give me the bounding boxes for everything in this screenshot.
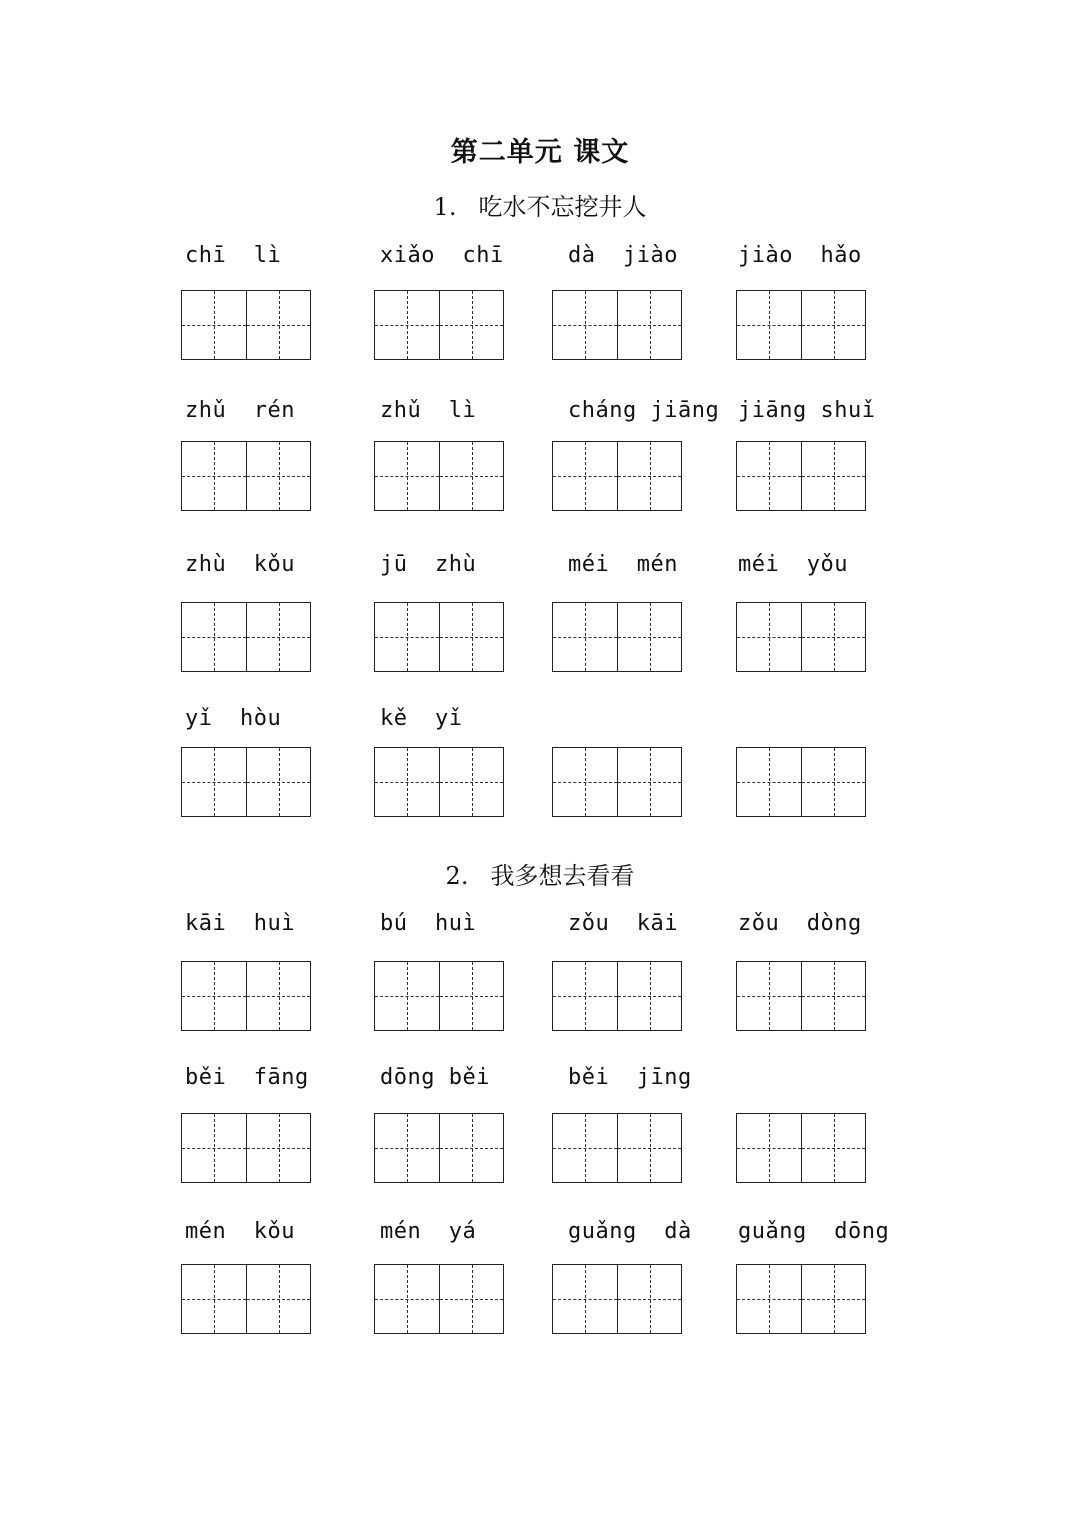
tianzige-grid[interactable] <box>181 602 311 672</box>
guide-line-vertical <box>214 1114 215 1182</box>
pinyin-label: guǎng dà <box>568 1219 692 1244</box>
lesson-2-heading <box>0 856 1080 891</box>
guide-line-vertical <box>650 1265 651 1333</box>
guide-line-vertical <box>834 1265 835 1333</box>
writing-cell[interactable] <box>737 1114 801 1182</box>
pinyin-label: xiǎo chī <box>380 243 504 268</box>
tianzige-grid[interactable] <box>374 747 504 817</box>
writing-cell[interactable] <box>246 442 310 510</box>
lesson-title: 吃水不忘挖井人 <box>478 193 647 221</box>
writing-cell[interactable] <box>617 1114 681 1182</box>
pinyin-label: guǎng dōng <box>738 1219 890 1244</box>
guide-line-vertical <box>585 603 586 671</box>
tianzige-grid[interactable] <box>736 747 866 817</box>
tianzige-grid[interactable] <box>374 602 504 672</box>
writing-cell[interactable] <box>801 442 865 510</box>
writing-cell[interactable] <box>375 603 439 671</box>
guide-line-vertical <box>834 291 835 359</box>
writing-cell[interactable] <box>737 748 801 816</box>
pinyin-label: mén kǒu <box>185 1219 295 1244</box>
writing-cell[interactable] <box>553 1265 617 1333</box>
guide-line-vertical <box>472 603 473 671</box>
tianzige-grid[interactable] <box>181 961 311 1031</box>
writing-cell[interactable] <box>617 603 681 671</box>
lesson-number: 2. <box>445 862 469 890</box>
guide-line-vertical <box>650 442 651 510</box>
guide-line-vertical <box>585 442 586 510</box>
guide-line-vertical <box>769 1265 770 1333</box>
guide-line-vertical <box>214 748 215 816</box>
page-title: 第二单元 课文 <box>450 137 630 168</box>
pinyin-label: zhù kǒu <box>185 552 295 577</box>
guide-line-vertical <box>769 442 770 510</box>
writing-cell[interactable] <box>246 1265 310 1333</box>
guide-line-vertical <box>585 1265 586 1333</box>
guide-line-vertical <box>650 962 651 1030</box>
tianzige-grid[interactable] <box>552 441 682 511</box>
writing-cell[interactable] <box>801 962 865 1030</box>
writing-cell[interactable] <box>801 1114 865 1182</box>
writing-cell[interactable] <box>737 291 801 359</box>
tianzige-grid[interactable] <box>736 961 866 1031</box>
writing-cell[interactable] <box>617 962 681 1030</box>
tianzige-grid[interactable] <box>736 602 866 672</box>
guide-line-vertical <box>407 1114 408 1182</box>
writing-cell[interactable] <box>375 1114 439 1182</box>
writing-cell[interactable] <box>439 1114 503 1182</box>
guide-line-vertical <box>407 962 408 1030</box>
pinyin-label: méi mén <box>568 552 678 577</box>
guide-line-vertical <box>834 748 835 816</box>
pinyin-label: chī lì <box>185 243 282 268</box>
guide-line-vertical <box>585 1114 586 1182</box>
tianzige-grid[interactable] <box>181 747 311 817</box>
writing-cell[interactable] <box>553 603 617 671</box>
guide-line-vertical <box>585 962 586 1030</box>
writing-cell[interactable] <box>617 1265 681 1333</box>
writing-cell[interactable] <box>617 748 681 816</box>
writing-cell[interactable] <box>553 1114 617 1182</box>
writing-cell[interactable] <box>375 291 439 359</box>
tianzige-grid[interactable] <box>736 1113 866 1183</box>
guide-line-vertical <box>472 1114 473 1182</box>
tianzige-grid[interactable] <box>181 441 311 511</box>
writing-cell[interactable] <box>182 748 246 816</box>
guide-line-vertical <box>407 442 408 510</box>
pinyin-label: jiāng shuǐ <box>738 398 876 423</box>
pinyin-label: kě yǐ <box>380 706 463 731</box>
guide-line-vertical <box>279 1114 280 1182</box>
guide-line-vertical <box>279 1265 280 1333</box>
tianzige-grid[interactable] <box>181 290 311 360</box>
tianzige-grid[interactable] <box>552 961 682 1031</box>
writing-cell[interactable] <box>182 962 246 1030</box>
guide-line-vertical <box>407 603 408 671</box>
writing-cell[interactable] <box>439 442 503 510</box>
pinyin-label: cháng jiāng <box>568 398 720 423</box>
writing-cell[interactable] <box>439 962 503 1030</box>
pinyin-label: zǒu dòng <box>738 911 862 936</box>
writing-cell[interactable] <box>182 603 246 671</box>
tianzige-grid[interactable] <box>552 747 682 817</box>
guide-line-vertical <box>214 962 215 1030</box>
guide-line-vertical <box>279 748 280 816</box>
writing-cell[interactable] <box>439 603 503 671</box>
guide-line-vertical <box>834 1114 835 1182</box>
writing-cell[interactable] <box>801 748 865 816</box>
writing-cell[interactable] <box>439 291 503 359</box>
guide-line-vertical <box>769 748 770 816</box>
pinyin-label: zǒu kāi <box>568 911 678 936</box>
guide-line-vertical <box>769 603 770 671</box>
writing-cell[interactable] <box>553 442 617 510</box>
writing-cell[interactable] <box>246 748 310 816</box>
writing-cell[interactable] <box>246 291 310 359</box>
guide-line-vertical <box>472 962 473 1030</box>
guide-line-vertical <box>472 1265 473 1333</box>
writing-cell[interactable] <box>182 442 246 510</box>
guide-line-vertical <box>585 291 586 359</box>
tianzige-grid[interactable] <box>552 602 682 672</box>
writing-cell[interactable] <box>617 291 681 359</box>
writing-cell[interactable] <box>801 603 865 671</box>
guide-line-vertical <box>650 603 651 671</box>
pinyin-label: běi jīng <box>568 1065 692 1090</box>
guide-line-vertical <box>279 962 280 1030</box>
tianzige-grid[interactable] <box>374 1264 504 1334</box>
pinyin-label: dà jiào <box>568 243 678 268</box>
writing-cell[interactable] <box>375 442 439 510</box>
writing-cell[interactable] <box>801 291 865 359</box>
lesson-number: 1. <box>433 193 457 221</box>
guide-line-vertical <box>407 1265 408 1333</box>
pinyin-label: zhǔ lì <box>380 398 477 423</box>
tianzige-grid[interactable] <box>736 1264 866 1334</box>
tianzige-grid[interactable] <box>552 290 682 360</box>
guide-line-vertical <box>769 291 770 359</box>
guide-line-vertical <box>214 603 215 671</box>
tianzige-grid[interactable] <box>552 1264 682 1334</box>
guide-line-vertical <box>585 748 586 816</box>
writing-cell[interactable] <box>439 748 503 816</box>
pinyin-label: dōng běi <box>380 1065 490 1090</box>
tianzige-grid[interactable] <box>374 441 504 511</box>
writing-cell[interactable] <box>246 1114 310 1182</box>
tianzige-grid[interactable] <box>374 961 504 1031</box>
guide-line-vertical <box>769 962 770 1030</box>
writing-cell[interactable] <box>182 1265 246 1333</box>
writing-cell[interactable] <box>375 1265 439 1333</box>
guide-line-vertical <box>472 442 473 510</box>
writing-cell[interactable] <box>182 291 246 359</box>
guide-line-vertical <box>407 291 408 359</box>
writing-cell[interactable] <box>737 962 801 1030</box>
pinyin-label: méi yǒu <box>738 552 848 577</box>
guide-line-vertical <box>834 962 835 1030</box>
writing-cell[interactable] <box>737 442 801 510</box>
pinyin-label: jū zhù <box>380 552 477 577</box>
guide-line-vertical <box>279 291 280 359</box>
tianzige-grid[interactable] <box>736 290 866 360</box>
guide-line-vertical <box>214 1265 215 1333</box>
tianzige-grid[interactable] <box>374 1113 504 1183</box>
pinyin-label: kāi huì <box>185 911 295 936</box>
writing-cell[interactable] <box>246 603 310 671</box>
guide-line-vertical <box>472 291 473 359</box>
guide-line-vertical <box>472 748 473 816</box>
writing-cell[interactable] <box>246 962 310 1030</box>
tianzige-grid[interactable] <box>374 290 504 360</box>
guide-line-vertical <box>279 442 280 510</box>
tianzige-grid[interactable] <box>181 1113 311 1183</box>
writing-cell[interactable] <box>439 1265 503 1333</box>
writing-cell[interactable] <box>737 1265 801 1333</box>
guide-line-vertical <box>650 1114 651 1182</box>
guide-line-vertical <box>650 291 651 359</box>
writing-cell[interactable] <box>553 962 617 1030</box>
pinyin-label: zhǔ rén <box>185 398 295 423</box>
lesson-title: 我多想去看看 <box>490 862 635 890</box>
guide-line-vertical <box>650 748 651 816</box>
guide-line-vertical <box>769 1114 770 1182</box>
writing-cell[interactable] <box>375 962 439 1030</box>
guide-line-vertical <box>834 603 835 671</box>
guide-line-vertical <box>214 442 215 510</box>
pinyin-label: běi fāng <box>185 1065 309 1090</box>
writing-cell[interactable] <box>553 748 617 816</box>
writing-cell[interactable] <box>617 442 681 510</box>
guide-line-vertical <box>279 603 280 671</box>
writing-cell[interactable] <box>375 748 439 816</box>
guide-line-vertical <box>407 748 408 816</box>
pinyin-label: bú huì <box>380 911 477 936</box>
lesson-1-heading <box>0 187 1080 222</box>
pinyin-label: jiào hǎo <box>738 243 862 268</box>
tianzige-grid[interactable] <box>736 441 866 511</box>
tianzige-grid[interactable] <box>181 1264 311 1334</box>
writing-cell[interactable] <box>553 291 617 359</box>
writing-cell[interactable] <box>737 603 801 671</box>
tianzige-grid[interactable] <box>552 1113 682 1183</box>
guide-line-vertical <box>834 442 835 510</box>
writing-cell[interactable] <box>182 1114 246 1182</box>
pinyin-label: yǐ hòu <box>185 706 282 731</box>
guide-line-vertical <box>214 291 215 359</box>
writing-cell[interactable] <box>801 1265 865 1333</box>
pinyin-label: mén yá <box>380 1219 477 1244</box>
